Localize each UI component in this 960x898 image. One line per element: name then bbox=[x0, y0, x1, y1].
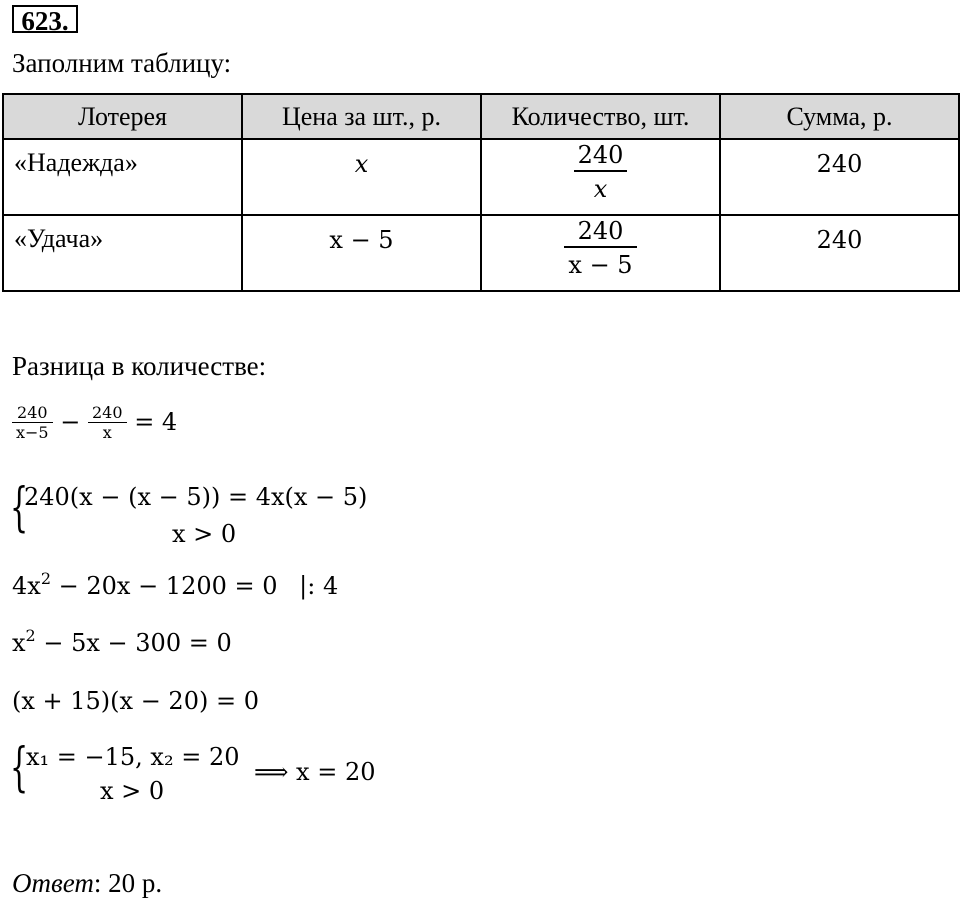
equation-line-b: $x^2 - 5x - 300 = 0$ bbox=[12, 626, 232, 657]
header-sum: Сумма, р. bbox=[720, 94, 959, 139]
table-row bbox=[3, 215, 959, 291]
equation-fractions bbox=[12, 404, 177, 443]
cell-sum: 240 bbox=[720, 139, 959, 215]
lottery-table bbox=[2, 93, 960, 292]
problem-number: 623. bbox=[12, 5, 78, 33]
header-price: Цена за шт., р. bbox=[242, 94, 481, 139]
header-quantity: Количество, шт. bbox=[481, 94, 720, 139]
system2-line1: x₁ = −15, x₂ = 20 bbox=[26, 743, 240, 771]
cell-name: «Удача» bbox=[3, 215, 242, 291]
cell-name: «Надежда» bbox=[3, 139, 242, 215]
difference-label: Разница в количестве: bbox=[12, 351, 267, 381]
minus-sign: − bbox=[60, 408, 81, 436]
table-row bbox=[3, 139, 959, 215]
fraction-right: $\frac{240}{x}$ bbox=[88, 404, 127, 443]
cell-price: x bbox=[242, 139, 481, 215]
quantity-fraction: $\frac{240}{x - 5}$ bbox=[564, 216, 636, 282]
equation-rhs: = 4 bbox=[134, 408, 178, 436]
intro-text: Заполним таблицу: bbox=[12, 48, 232, 78]
cell-sum: 240 bbox=[720, 215, 959, 291]
header-lottery: Лотерея bbox=[3, 94, 242, 139]
system-brace: { bbox=[10, 478, 29, 538]
cell-quantity bbox=[481, 215, 720, 291]
answer-label: Ответ bbox=[12, 868, 94, 898]
equation-line-c: (x + 15)(x − 20) = 0 bbox=[12, 687, 259, 715]
system-brace: { bbox=[10, 738, 29, 798]
system1-line1: 240(x − (x − 5)) = 4x(x − 5) bbox=[24, 483, 368, 511]
system2-conclusion: ⟹ x = 20 bbox=[254, 758, 376, 786]
answer-line bbox=[12, 870, 162, 897]
cell-price: x − 5 bbox=[242, 215, 481, 291]
answer-value: : 20 р. bbox=[93, 868, 163, 898]
fraction-left: $\frac{240}{x-5}$ bbox=[12, 404, 53, 443]
table-header-row bbox=[3, 94, 959, 139]
quantity-fraction: $\frac{240}{x}$ bbox=[574, 140, 628, 206]
system2-line2: x > 0 bbox=[100, 777, 165, 805]
system1-line2: x > 0 bbox=[172, 520, 237, 548]
cell-quantity bbox=[481, 139, 720, 215]
equation-line-a: $4x^2 - 20x - 1200 = 0$ |: 4 bbox=[12, 569, 339, 600]
divide-note: |: 4 bbox=[299, 572, 339, 600]
